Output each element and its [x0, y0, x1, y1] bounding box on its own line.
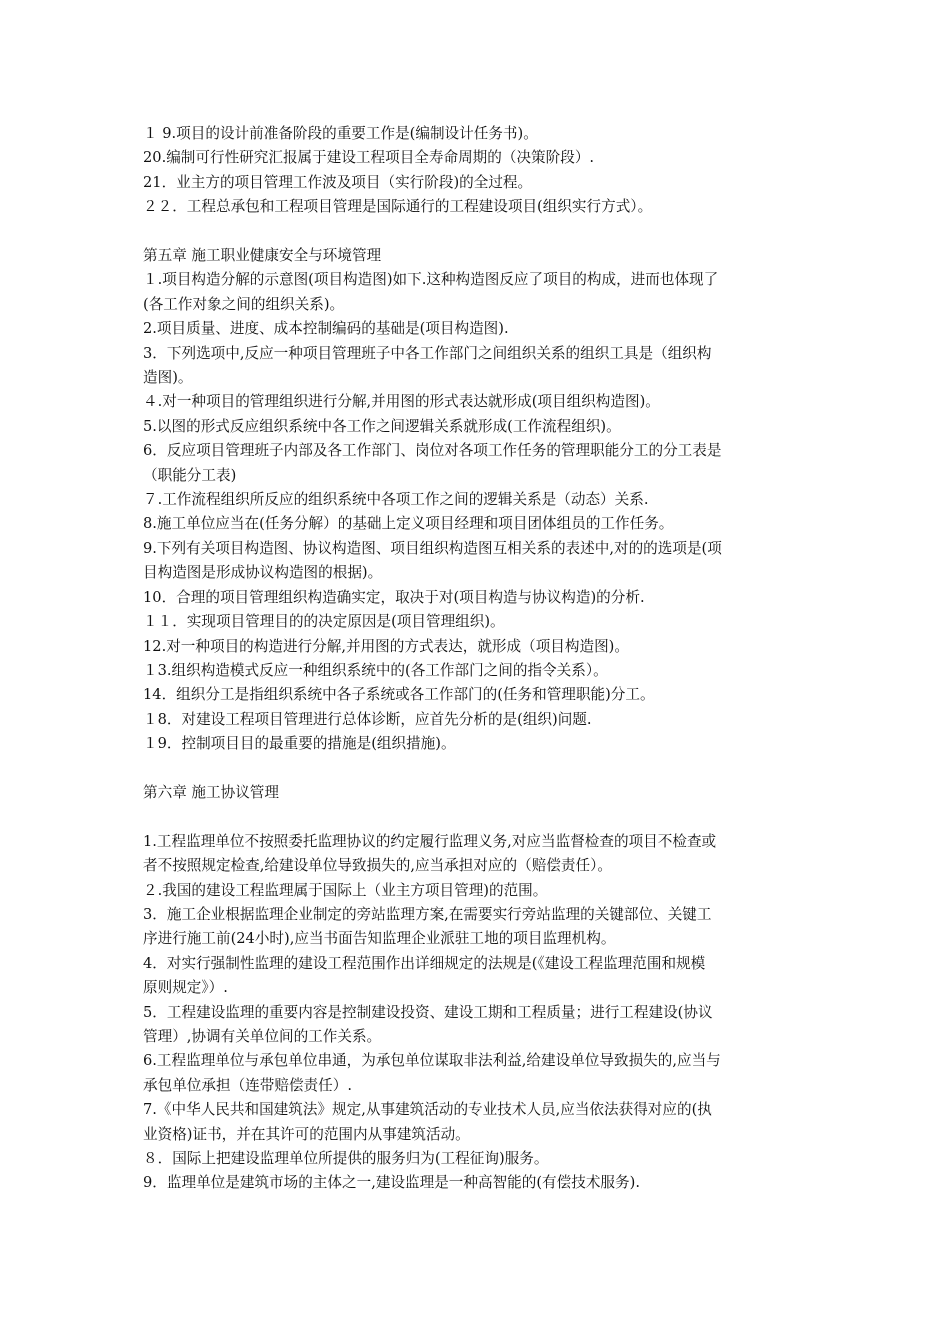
text-line: １8．对建设工程项目管理进行总体诊断，应首先分析的是(组织)问题.	[143, 710, 592, 728]
blank-line	[143, 805, 811, 829]
text-line: 4．对实行强制性监理的建设工程范围作出详细规定的法规是(《建设工程监理范围和规模	[143, 954, 706, 972]
text-line: ４.对一种项目的管理组织进行分解,并用图的形式表达就形成(项目组织构造图)。	[143, 393, 660, 411]
text-line: 8.施工单位应当在(任务分解）的基础上定义项目经理和项目团体组员的工作任务。	[143, 515, 674, 533]
section-top	[143, 122, 811, 220]
text-line: １.项目构造分解的示意图(项目构造图)如下.这种构造图反应了项目的构成，进而也体现了	[143, 271, 719, 289]
text-line: 7.《中华人民共和国建筑法》规定,从事建筑活动的专业技术人员,应当依法获得对应的(执	[143, 1101, 712, 1119]
text-line: １3.组织构造模式反应一种组织系统中的(各工作部门之间的指令关系）。	[143, 661, 608, 679]
text-line: ２２．工程总承包和工程项目管理是国际通行的工程建设项目(组织实行方式）。	[143, 198, 653, 216]
text-line: 承包单位承担（连带赔偿责任）.	[143, 1076, 352, 1094]
text-line: 12.对一种项目的构造进行分解,并用图的方式表达，就形成（项目构造图)。	[143, 637, 629, 655]
chapter-6-title: 第六章 施工协议管理	[143, 783, 279, 801]
text-line: 9．监理单位是建筑市场的主体之一,建设监理是一种高智能的(有偿技术服务).	[143, 1174, 640, 1192]
text-line: （职能分工表)	[143, 466, 237, 484]
chapter-5	[143, 244, 811, 757]
text-line: 1.工程监理单位不按照委托监理协议的约定履行监理义务,对应当监督检查的项目不检查或	[143, 832, 717, 850]
blank-line	[143, 220, 811, 244]
text-line: ８．国际上把建设监理单位所提供的服务归为(工程征询)服务。	[143, 1150, 549, 1168]
blank-line	[143, 757, 811, 781]
text-line: 2.项目质量、进度、成本控制编码的基础是(项目构造图).	[143, 320, 509, 338]
text-line: 者不按照规定检查,给建设单位导致损失的,应当承担对应的（赔偿责任）。	[143, 857, 612, 875]
text-line: 管理）,协调有关单位间的工作关系。	[143, 1027, 382, 1045]
text-line: 10．合理的项目管理组织构造确实定，取决于对(项目构造与协议构造)的分析.	[143, 588, 645, 606]
text-line: 造图)。	[143, 369, 193, 387]
text-line: 14．组织分工是指组织系统中各子系统或各工作部门的(任务和管理职能)分工。	[143, 686, 655, 704]
text-line: ７.工作流程组织所反应的组织系统中各项工作之间的逻辑关系是（动态）关系.	[143, 491, 649, 509]
text-line: ２.我国的建设工程监理属于国际上（业主方项目管理)的范围。	[143, 881, 548, 899]
text-line: 5．工程建设监理的重要内容是控制建设投资、建设工期和工程质量；进行工程建设(协议	[143, 1003, 713, 1021]
text-line: 原则规定》）.	[143, 979, 228, 997]
text-line: 目构造图是形成协议构造图的根据)。	[143, 564, 383, 582]
text-line: 3．施工企业根据监理企业制定的旁站监理方案,在需要实行旁站监理的关键部位、关键工	[143, 905, 712, 923]
text-line: １１．实现项目管理目的的决定原因是(项目管理组织)。	[143, 613, 505, 631]
chapter-5-title: 第五章 施工职业健康安全与环境管理	[143, 247, 382, 265]
text-line: 业资格)证书，并在其许可的范围内从事建筑活动。	[143, 1125, 470, 1143]
text-line: １ 9.项目的设计前准备阶段的重要工作是(编制设计任务书)。	[143, 125, 538, 142]
text-line: 9.下列有关项目构造图、协议构造图、项目组织构造图互相关系的表述中,对的的选项是(项	[143, 539, 722, 557]
text-line: 6.工程监理单位与承包单位串通，为承包单位谋取非法利益,给建设单位导致损失的,应当与	[143, 1052, 721, 1070]
text-line: 20.编制可行性研究汇报属于建设工程项目全寿命周期的（决策阶段）.	[143, 149, 595, 167]
text-line: 序进行施工前(24小时),应当书面告知监理企业派驻工地的项目监理机构。	[143, 930, 616, 948]
text-line: 21．业主方的项目管理工作波及项目（实行阶段)的全过程。	[143, 173, 533, 191]
document-page	[143, 122, 811, 1196]
text-line: 6．反应项目管理班子内部及各工作部门、岗位对各项工作任务的管理职能分工的分工表是	[143, 442, 722, 460]
text-line: 3．下列选项中,反应一种项目管理班子中各工作部门之间组织关系的组织工具是（组织构	[143, 344, 712, 362]
chapter-6	[143, 781, 811, 1196]
text-line: 5.以图的形式反应组织系统中各工作之间逻辑关系就形成(工作流程组织)。	[143, 417, 621, 435]
text-line: １9．控制项目目的最重要的措施是(组织措施)。	[143, 735, 456, 753]
text-line: (各工作对象之间的组织关系)。	[143, 295, 345, 313]
